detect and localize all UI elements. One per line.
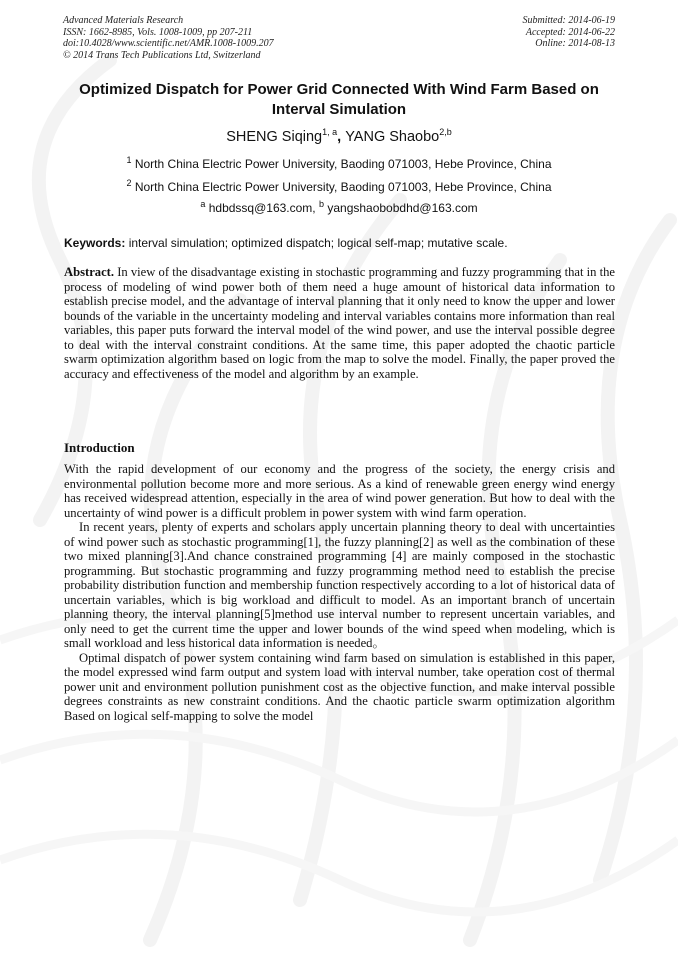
affiliation-mark: 2: [126, 178, 132, 188]
author-line: [60, 129, 618, 145]
intro-paragraph: In recent years, plenty of experts and scholars apply uncertain planning theory to deal with uncertainties of wind power such as stochastic programming[1], the fuzzy planning[2] as well as the combination of these two mixed planning[3].And chance constrained programming [4] are mainly composed in the stochastic programming. But stochastic programming and fuzzy programming method need to establish the precise probability distribution function and membership function respectively according to a lot of historical data of uncertain variables, which is big workload and difficult to model. As an important branch of uncertain planning theory, the interval planning[5]method use interval number to represent uncertain variables, and only need to get the current time the upper and lower bounds of the wind speed when modeling, which is small workload and less historical data information is needed。: [64, 520, 615, 650]
abstract-paragraph: [64, 265, 615, 381]
journal-issn: ISSN: 1662-8985, Vols. 1008-1009, pp 207-211: [63, 26, 253, 38]
affiliation-text: North China Electric Power University, Baoding 071003, Hebe Province, China: [134, 157, 552, 171]
author-name: SHENG Siqing: [226, 129, 323, 145]
journal-copyright: © 2014 Trans Tech Publications Ltd, Switzerland: [63, 49, 261, 61]
keywords-line: [64, 236, 616, 250]
keywords-label: Keywords:: [64, 236, 126, 250]
affiliation-2: [60, 180, 618, 194]
online-date: Online: 2014-08-13: [535, 38, 615, 49]
email-address[interactable]: hdbdssq@163.com,: [208, 201, 316, 215]
email-mark: b: [318, 199, 324, 209]
email-address[interactable]: yangshaobobdhd@163.com: [327, 201, 478, 215]
intro-paragraph: Optimal dispatch of power system containing wind farm based on simulation is established in this paper, the model expressed wind farm output and system load with interval number, take operation cost of thermal power unit and environment pollution punishment cost as the objective function, and make interval possible degrees constraints as new constraint conditions. And the chaotic particle swarm optimization algorithm Based on logical self-mapping to solve the model: [64, 650, 615, 723]
journal-doi: doi:10.4028/www.scientific.net/AMR.1008-1009.207: [63, 38, 274, 49]
intro-paragraph: With the rapid development of our economy and the progress of the society, the energy crisis and environmental pollution become more and more serious. As a kind of renewable green energy wind energy has received widespread attention, especially in the area of wind power generation. But how to deal with the uncertainty of wind power is a difficult problem in power system with wind farm operation.: [64, 462, 615, 520]
journal-header-left: [63, 15, 274, 61]
paper-title: Optimized Dispatch for Power Grid Connected With Wind Farm Based on Interval Simulation: [79, 81, 599, 118]
accepted-date: Accepted: 2014-06-22: [525, 26, 615, 38]
email-line: [60, 201, 618, 215]
affiliation-1: [60, 157, 618, 171]
keywords-text: interval simulation; optimized dispatch; logical self-map; mutative scale.: [128, 236, 508, 250]
submitted-date: Submitted: 2014-06-19: [522, 15, 615, 26]
author-marks: 1, a: [322, 127, 338, 138]
abstract-label: Abstract.: [64, 265, 115, 279]
affiliation-text: North China Electric Power University, Baoding 071003, Hebe Province, China: [134, 180, 552, 194]
email-mark: a: [200, 199, 206, 209]
journal-name: Advanced Materials Research: [63, 15, 184, 26]
introduction-heading: Introduction: [64, 440, 135, 455]
affiliation-mark: 1: [126, 155, 132, 165]
journal-header-right: [523, 15, 616, 50]
abstract-text: In view of the disadvantage existing in stochastic programming and fuzzy programming that in the process of modeling of wind power both of them need a huge amount of historical data information to establish precise model, and the advantage of interval planning that it only need to know the upper and lower bounds of the variable in the uncertainty modeling and interval variables contains more information than real variables, this paper puts forward the interval model of the wind power, and use the interval possible degree to deal with the interval constraint conditions. At the same time, this paper adopted the chaotic particle swarm optimization algorithm based on logic from the map to solve the model. Finally, the paper proved the accuracy and effectiveness of the model and algorithm by an example.: [64, 265, 615, 381]
author-separator: ,: [337, 129, 346, 145]
introduction-body: [64, 462, 615, 723]
author-name: YANG Shaobo: [345, 129, 440, 145]
author-marks: 2,b: [439, 127, 452, 138]
